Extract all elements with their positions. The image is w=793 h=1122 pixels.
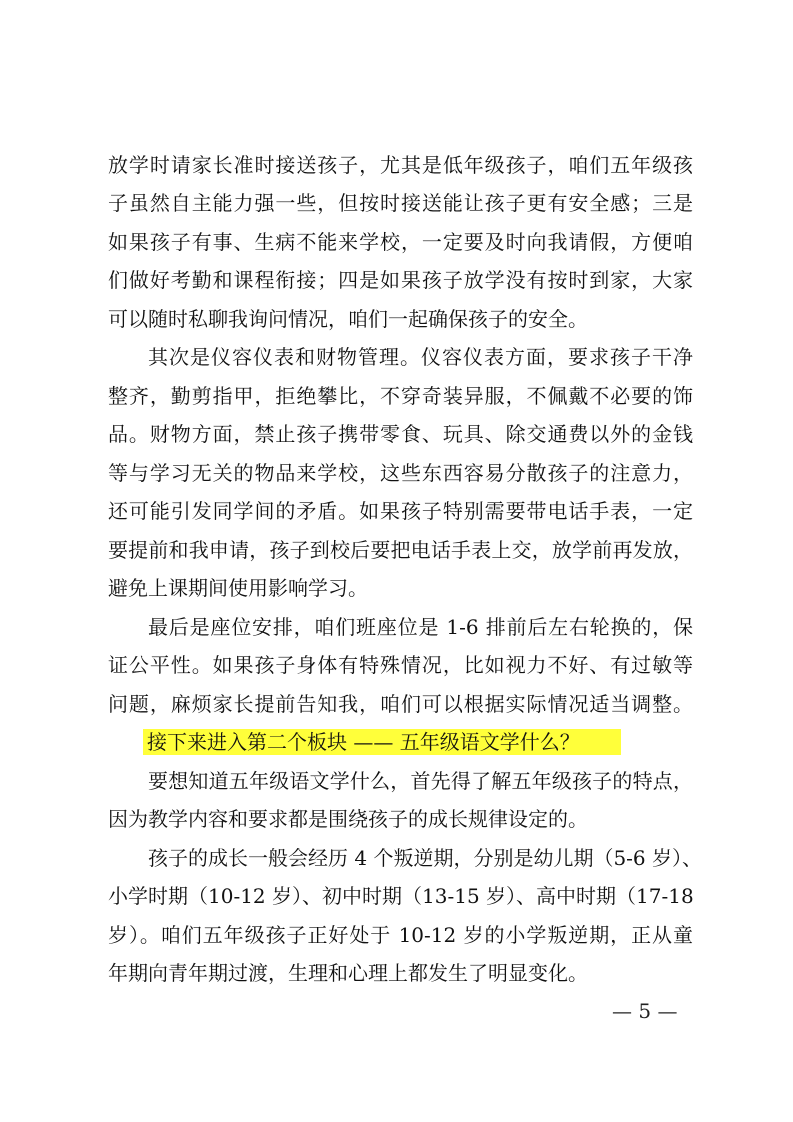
paragraph-line: 其次是仪容仪表和财物管理。仪容仪表方面，要求孩子干净 <box>148 345 693 369</box>
paragraph-line: 要想知道五年级语文学什么，首先得了解五年级孩子的特点， <box>148 769 693 793</box>
paragraph-line: 品。财物方面，禁止孩子携带零食、玩具、除交通费以外的金钱 <box>108 422 693 446</box>
paragraph-line: 如果孩子有事、生病不能来学校，一定要及时向我请假，方便咱 <box>108 230 693 254</box>
paragraph-line: 可以随时私聊我询问情况，咱们一起确保孩子的安全。 <box>108 307 588 331</box>
paragraph-line: 等与学习无关的物品来学校，这些东西容易分散孩子的注意力， <box>108 461 693 485</box>
paragraph-line: 要提前和我申请，孩子到校后要把电话手表上交，放学前再发放， <box>108 538 693 562</box>
paragraph-line: 避免上课期间使用影响学习。 <box>108 576 368 600</box>
page-number: — 5 — <box>612 999 678 1023</box>
paragraph-line: 年期向青年期过渡，生理和心理上都发生了明显变化。 <box>108 961 588 985</box>
paragraph-line: 证公平性。如果孩子身体有特殊情况，比如视力不好、有过敏等 <box>108 653 693 677</box>
paragraph-line: 子虽然自主能力强一些，但按时接送能让孩子更有安全感；三是 <box>108 191 693 215</box>
section-heading-highlighted: 接下来进入第二个板块 —— 五年级语文学什么？ <box>143 729 621 755</box>
paragraph-line: 因为教学内容和要求都是围绕孩子的成长规律设定的。 <box>108 807 588 831</box>
paragraph-line: 问题，麻烦家长提前告知我，咱们可以根据实际情况适当调整。 <box>108 692 693 716</box>
paragraph-line: 岁）。咱们五年级孩子正好处于 10-12 岁的小学叛逆期，正从童 <box>108 923 693 947</box>
paragraph-line: 小学时期（10-12 岁）、初中时期（13-15 岁）、高中时期（17-18 <box>108 884 694 908</box>
paragraph-line: 孩子的成长一般会经历 4 个叛逆期，分别是幼儿期（5-6 岁）、 <box>148 846 703 870</box>
paragraph-line: 还可能引发同学间的矛盾。如果孩子特别需要带电话手表，一定 <box>108 499 693 523</box>
paragraph-line: 最后是座位安排，咱们班座位是 1-6 排前后左右轮换的，保 <box>148 615 693 639</box>
paragraph-line: 放学时请家长准时接送孩子，尤其是低年级孩子，咱们五年级孩 <box>108 153 693 177</box>
paragraph-line: 整齐，勤剪指甲，拒绝攀比，不穿奇装异服，不佩戴不必要的饰 <box>108 384 693 408</box>
paragraph-line: 们做好考勤和课程衔接；四是如果孩子放学没有按时到家，大家 <box>108 268 693 292</box>
